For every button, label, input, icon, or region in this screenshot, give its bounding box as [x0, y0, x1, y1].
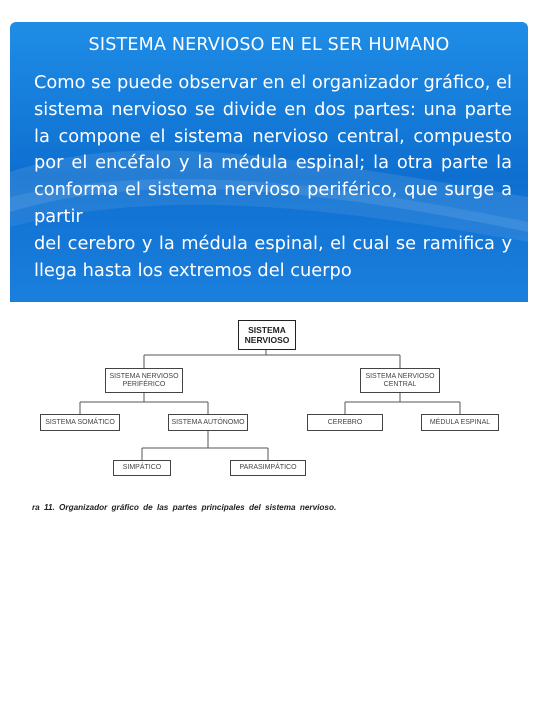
node-central-system: SISTEMA NERVIOSO CENTRAL [360, 368, 440, 393]
node-nervous-system: SISTEMA NERVIOSO [238, 320, 296, 350]
body-paragraph-2: del cerebro y la médula espinal, el cual se ramifica y llega hasta los extremos del cuerpo [34, 232, 512, 281]
node-brain: CEREBRO [307, 414, 383, 431]
slide-body [34, 70, 512, 284]
slide-header [10, 22, 528, 302]
body-paragraph-1: Como se puede observar en el organizador gráfico, el sistema nervioso se divide en dos partes: una parte la compone el sistema nervioso central, compuesto por el encéfalo y la médula espinal; la otra parte la conforma el sistema nervioso periférico, que surge a partir [34, 72, 512, 227]
node-autonomic-system: SISTEMA AUTÓNOMO [168, 414, 248, 431]
figure-caption: ra 11. Organizador gráfico de las partes principales del sistema nervioso. [32, 503, 337, 512]
node-parasympathetic: PARASIMPÁTICO [230, 460, 306, 476]
node-sympathetic: SIMPÁTICO [113, 460, 171, 476]
node-spinal-cord: MÉDULA ESPINAL [421, 414, 499, 431]
node-somatic-system: SISTEMA SOMÁTICO [40, 414, 120, 431]
slide-title: SISTEMA NERVIOSO EN EL SER HUMANO [88, 35, 450, 55]
node-peripheral-system: SISTEMA NERVIOSO PERIFÉRICO [105, 368, 183, 393]
organizer-diagram [0, 300, 540, 530]
